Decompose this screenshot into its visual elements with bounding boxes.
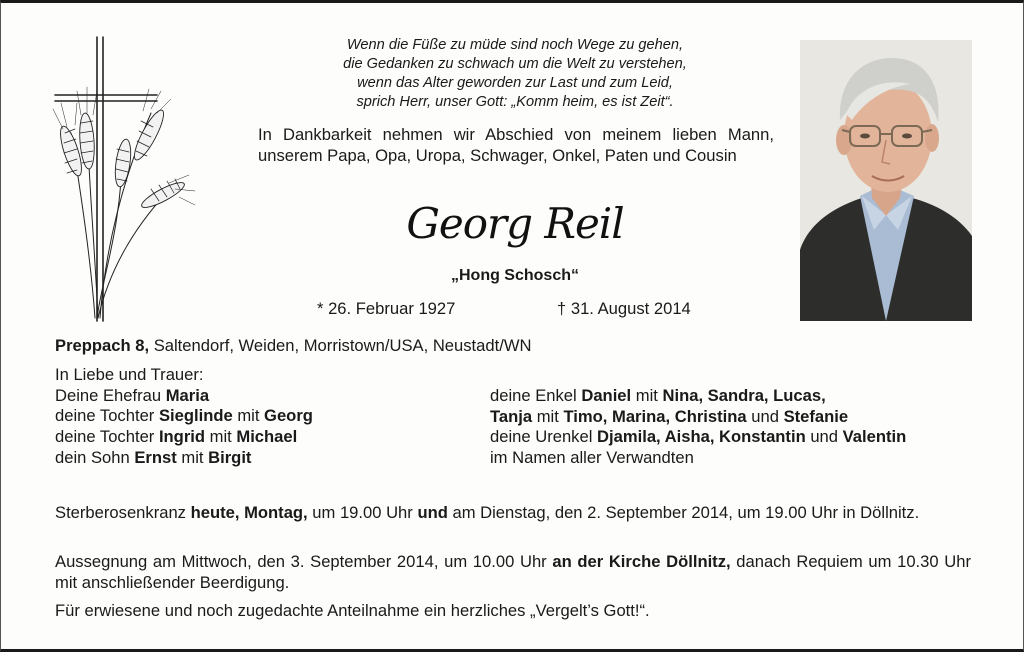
blessing-bold: an der Kirche Döllnitz, [552, 552, 731, 571]
intro-text: In Dankbarkeit nehmen wir Abschied von meinem lieben Mann, unserem Papa, Opa, Uropa, Schwager, Onkel, Paten und Cousin [258, 125, 774, 165]
blessing-text: Aussegnung am Mittwoch, den 3. September 2014, um 10.00 Uhr [55, 552, 553, 571]
poem [259, 36, 771, 112]
rosary-text: um 19.00 Uhr [307, 503, 418, 522]
thanks-paragraph: Für erwiesene und noch zugedachte Anteilnahme ein herzliches „Vergelt’s Gott!“. [55, 601, 650, 620]
mourner-name: Timo, Marina, Christina [563, 406, 747, 426]
mourner-name: Ernst [134, 447, 177, 467]
mourner-line [55, 448, 313, 469]
poem-line: sprich Herr, unser Gott: „Komm heim, es ist Zeit“. [356, 94, 674, 110]
places-line [55, 336, 532, 356]
mourner-name: Michael [236, 427, 298, 447]
poem-line: Wenn die Füße zu müde sind noch Wege zu gehen, [346, 37, 684, 53]
mourner-name: Daniel [581, 386, 632, 405]
portrait-photo [800, 40, 972, 321]
mourner-line [55, 386, 313, 407]
places-first: Preppach 8, [55, 336, 150, 355]
mourner-name: Georg [264, 406, 313, 426]
mourner-name: Sieglinde [158, 406, 233, 426]
mourner-name: Tanja [490, 406, 533, 426]
rosary-bold: heute, Montag, [190, 503, 308, 522]
mourner-line [490, 427, 906, 448]
mourner-text: mit [205, 427, 237, 447]
mourner-name: Birgit [208, 447, 252, 467]
mourner-line [55, 406, 313, 427]
birth-date: * 26. Februar 1927 [317, 299, 456, 318]
mourner-name: Valentin [842, 427, 907, 447]
blessing-text: danach Requiem um 10.30 Uhr mit anschließender Beerdigung. [55, 552, 971, 592]
mourner-text: mit [532, 406, 564, 426]
mourner-text: deine Urenkel [490, 427, 598, 447]
mourners-heading: In Liebe und Trauer: [55, 365, 204, 384]
mourner-text: mit [176, 447, 209, 467]
cross-with-wheat-icon [51, 33, 196, 325]
mourner-name: Stefanie [783, 406, 849, 426]
mourner-text: dein Sohn [55, 447, 135, 467]
mourner-name: Maria [165, 385, 210, 405]
mourner-line [490, 407, 906, 428]
mourner-text: und [805, 427, 843, 447]
mourner-text: mit [631, 386, 663, 405]
poem-line: die Gedanken zu schwach um die Welt zu verstehen, [343, 56, 687, 72]
rosary-text: am Dienstag, den 2. September 2014, um 19.00 Uhr in Döllnitz. [447, 503, 920, 522]
mourner-name: Ingrid [158, 427, 206, 447]
rosary-bold: und [417, 503, 448, 522]
mourner-name: Djamila, Aisha, Konstantin [597, 427, 806, 447]
mourner-text: Deine Ehefrau [55, 385, 166, 405]
mourner-text: und [746, 406, 784, 426]
rosary-text: Sterberosenkranz [55, 503, 191, 522]
poem-line: wenn das Alter geworden zur Last und zum Leid, [357, 75, 673, 91]
mourner-text: deine Enkel [490, 386, 582, 405]
deceased-nickname: „Hong Schosch“ [450, 267, 579, 284]
mourners-left [55, 365, 313, 469]
mourner-text: im Namen aller Verwandten [490, 448, 694, 468]
rosary-paragraph [55, 503, 971, 524]
mourner-line [490, 386, 906, 407]
mourner-name: Nina, Sandra, Lucas, [662, 386, 826, 405]
mourner-text: deine Tochter [55, 406, 159, 426]
mourner-line [490, 448, 906, 469]
mourner-text: deine Tochter [55, 427, 159, 447]
mourners-right [490, 386, 906, 469]
places-rest: Saltendorf, Weiden, Morristown/USA, Neustadt/WN [149, 336, 532, 355]
blessing-paragraph [55, 552, 971, 593]
mourner-line [55, 427, 313, 448]
mourner-text: mit [232, 406, 265, 426]
death-date: † 31. August 2014 [557, 299, 691, 318]
deceased-name: Georg Reil [406, 199, 624, 248]
